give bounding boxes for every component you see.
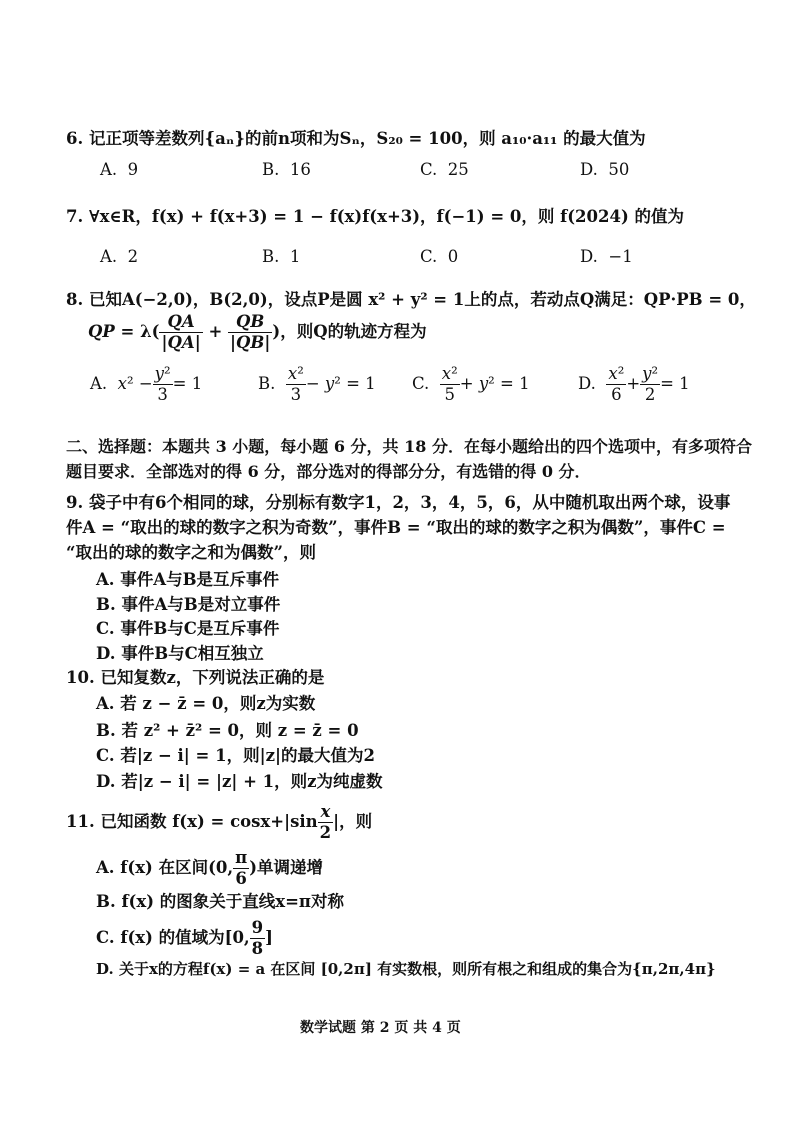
q10-option-b: B. 若 z² + z̄² = 0，则 z = z̄ = 0 (96, 721, 359, 740)
question-number: 6. (66, 129, 84, 148)
question-number: 11. (66, 812, 95, 831)
question-9 (66, 490, 736, 565)
fraction-x-over-2: $\frac{x}{2}$ (319, 802, 332, 842)
vector-expression: QP = λ( (88, 322, 160, 341)
question-stem: 袋子中有6个相同的球，分别标有数字1，2，3，4，5，6，从中随机取出两个球，设事件A = “取出的球的数字之积为奇数”，事件B = “取出的球的数字之积为偶数”，事件C = “取出的球的数字之和为偶数”，则 (66, 493, 731, 562)
fraction-qb: $\frac{QB}{|QB|}$ (230, 312, 271, 352)
q8-option-a: A. x² − $\frac{\text{y²}}{3}$ = 1 (90, 364, 203, 404)
q9-option-a: A. 事件A与B是互斥事件 (96, 570, 280, 589)
q11-option-b: B. f(x) 的图象关于直线x=π对称 (96, 892, 344, 911)
q8-option-d: D. $\frac{\text{x²}}{6}$ + $\frac{\text{y²}}{2}$ = 1 (578, 364, 690, 404)
question-11 (66, 802, 372, 843)
q6-option-b: B. 16 (262, 160, 311, 179)
section-2-heading: 二、选择题：本题共 3 小题，每小题 6 分，共 18 分．在每小题给出的四个选项中，有多项符合题目要求．全部选对的得 6 分，部分选对的得部分分，有选错的得 0 分． (66, 437, 752, 481)
question-stem-tail: |，则 (333, 812, 373, 831)
question-7 (66, 203, 684, 227)
q10-option-c: C. 若|z − i| = 1，则|z|的最大值为2 (96, 746, 375, 765)
q8-stem-tail: ，则Q的轨迹方程为 (280, 322, 427, 341)
q11-option-c: C. f(x) 的值域为[0, $\frac{9}{8}$ ] (96, 918, 273, 958)
q7-option-a: A. 2 (100, 247, 139, 266)
q11-option-d: D. 关于x的方程f(x) = a 在区间 [0,2π] 有实数根，则所有根之和组成的集合为{π,2π,4π} (96, 960, 716, 978)
fraction-qa: $\frac{QA}{|QA|}$ (161, 312, 201, 352)
question-stem-head: 已知函数 f(x) = cosx+|sin (100, 812, 318, 831)
q10-option-a: A. 若 z − z̄ = 0，则z为实数 (96, 694, 316, 713)
page-footer: 数学试题 第 2 页 共 4 页 (300, 1020, 461, 1036)
question-stem: 记正项等差数列{aₙ}的前n项和为Sₙ，S₂₀ = 100，则 a₁₀·a₁₁ 的最大值为 (88, 129, 646, 148)
question-stem: 已知A(−2,0)，B(2,0)，设点P是圆 x² + y² = 1上的点，若动点Q满足：QP·PB = 0， (88, 290, 756, 309)
question-6 (66, 125, 646, 149)
q9-option-d: D. 事件B与C相互独立 (96, 644, 264, 663)
question-stem: ∀x∈R，f(x) + f(x+3) = 1 − f(x)f(x+3)，f(−1) = 0，则 f(2024) 的值为 (88, 207, 684, 226)
q6-option-c: C. 25 (420, 160, 469, 179)
question-number: 7. (66, 207, 84, 226)
q7-option-d: D. −1 (580, 247, 633, 266)
q11-option-a: A. f(x) 在区间(0, $\frac{\pi}{6}$ )单调递增 (96, 848, 324, 888)
question-10 (66, 664, 324, 688)
q7-option-b: B. 1 (262, 247, 301, 266)
question-number: 10. (66, 668, 95, 687)
q8-option-c: C. $\frac{\text{x²}}{5}$ + y² = 1 (412, 364, 530, 404)
q9-option-b: B. 事件A与B是对立事件 (96, 595, 281, 614)
question-stem: 已知复数z，下列说法正确的是 (100, 668, 325, 687)
question-8 (66, 286, 756, 310)
q8-stem-line2: QP = λ( $\frac{QA}{|QA|}$ + $\frac{QB}{|QB|}$ )，则Q的轨迹方程为 (88, 312, 427, 352)
q8-option-b: B. $\frac{\text{x²}}{3}$ − y² = 1 (258, 364, 376, 404)
q7-option-c: C. 0 (420, 247, 459, 266)
question-number: 8. (66, 290, 84, 309)
q10-option-d: D. 若|z − i| = |z| + 1，则z为纯虚数 (96, 772, 383, 791)
q6-option-a: A. 9 (100, 160, 139, 179)
q6-option-d: D. 50 (580, 160, 630, 179)
q9-option-c: C. 事件B与C是互斥事件 (96, 619, 280, 638)
question-number: 9. (66, 493, 84, 512)
